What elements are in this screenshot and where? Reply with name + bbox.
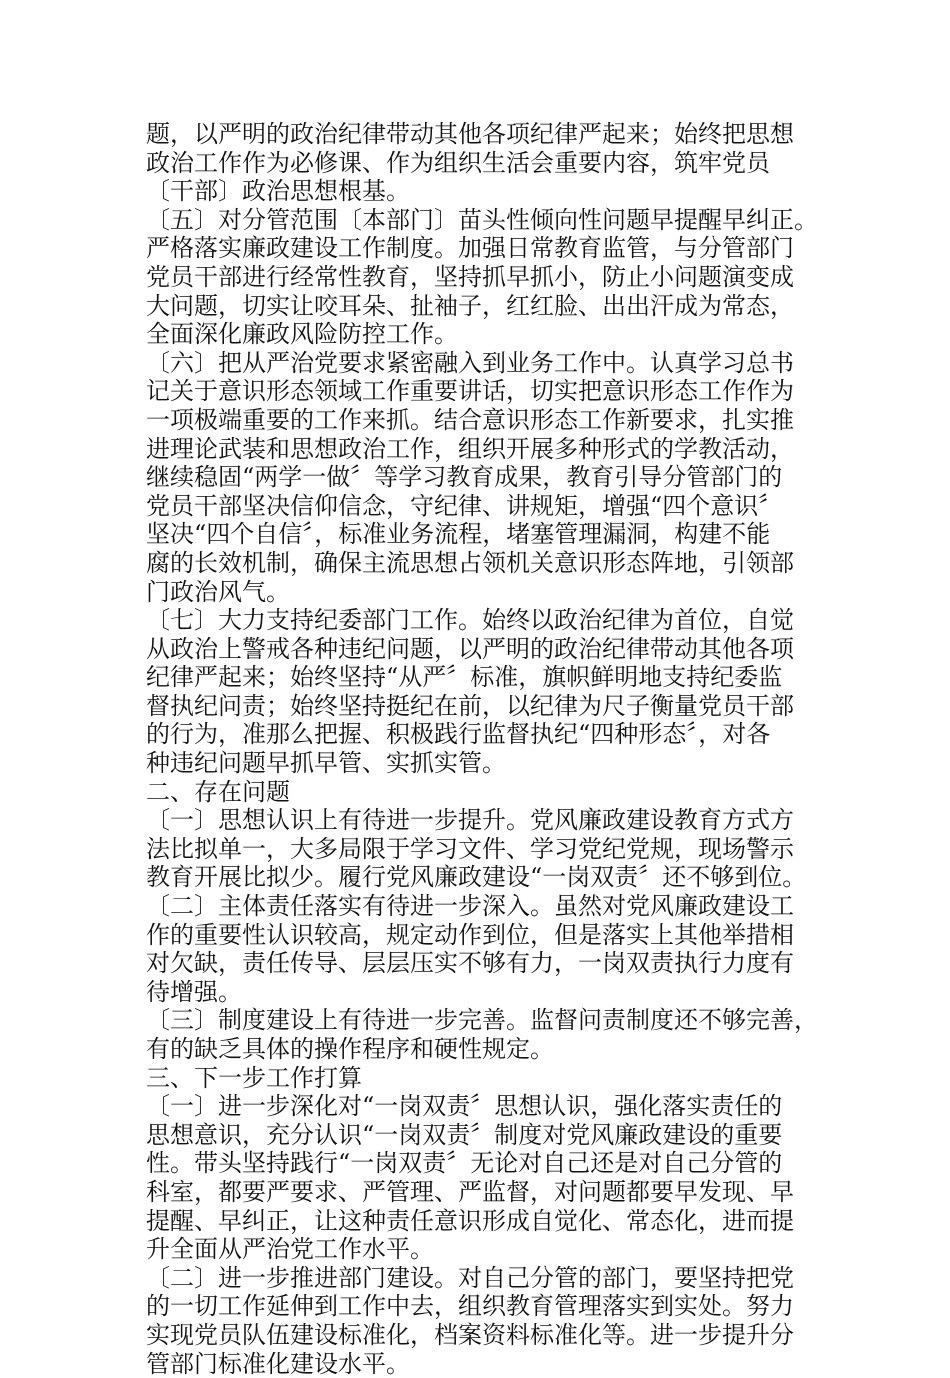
text-line: 〔二〕进一步推进部门建设。对自己分管的部门，要坚持把党: [146, 1263, 794, 1292]
text-line: 〔一〕进一步深化对“一岗双责〞思想认识，强化落实责任的: [146, 1092, 783, 1121]
text-line: 三、下一步工作打算: [146, 1063, 362, 1092]
text-line: 〔五〕对分管范围〔本部门〕苗头性倾向性问题早提醒早纠正。: [146, 205, 818, 234]
text-line: 进理论武装和思想政治工作，组织开展多种形式的学教活动，: [146, 434, 794, 463]
text-line: 法比拟单一，大多局限于学习文件、学习党纪党规，现场警示: [146, 834, 794, 863]
text-line: 门政治风气。: [146, 577, 290, 606]
text-line: 继续稳固“两学一做〞等学习教育成果，教育引导分管部门的: [146, 463, 783, 492]
text-line: 〔六〕把从严治党要求紧密融入到业务工作中。认真学习总书: [146, 348, 794, 377]
text-line: 的行为，准那么把握、积极践行监督执纪“四种形态〞，对各: [146, 720, 771, 749]
text-line: 一项极端重要的工作来抓。结合意识形态工作新要求，扎实推: [146, 405, 794, 434]
text-line: 〔二〕主体责任落实有待进一步深入。虽然对党风廉政建设工: [146, 892, 794, 921]
text-line: 管部门标准化建设水平。: [146, 1349, 410, 1378]
text-line: 纪律严起来；始终坚持“从严〞标准，旗帜鲜明地支持纪委监: [146, 663, 783, 692]
text-line: 升全面从严治党工作水平。: [146, 1235, 434, 1264]
text-line: 实现党员队伍建设标准化，档案资料标准化等。进一步提升分: [146, 1320, 794, 1349]
text-line: 提醒、早纠正，让这种责任意识形成自觉化、常态化，进而提: [146, 1206, 794, 1235]
text-line: 题，以严明的政治纪律带动其他各项纪律严起来；始终把思想: [146, 120, 794, 148]
text-line: 的一切工作延伸到工作中去，组织教育管理落实到实处。努力: [146, 1292, 794, 1321]
text-line: 种违纪问题早抓早管、实抓实管。: [146, 749, 506, 778]
text-line: 从政治上警戒各种违纪问题，以严明的政治纪律带动其他各项: [146, 634, 794, 663]
text-line: 〔干部〕政治思想根基。: [146, 177, 410, 206]
text-line: 党员干部坚决信仰信念，守纪律、讲规矩，增强“四个意识〞: [146, 491, 783, 520]
text-line: 对欠缺，责任传导、层层压实不够有力，一岗双责执行力度有: [146, 949, 794, 978]
text-line: 科室，都要严要求、严管理、严监督，对问题都要早发现、早: [146, 1177, 794, 1206]
text-line: 〔七〕大力支持纪委部门工作。始终以政治纪律为首位，自觉: [146, 606, 794, 635]
text-line: 记关于意识形态领域工作重要讲话，切实把意识形态工作作为: [146, 377, 794, 406]
text-line: 教育开展比拟少。履行党风廉政建设“一岗双责〞还不够到位。: [146, 863, 807, 892]
text-line: 腐的长效机制，确保主流思想占领机关意识形态阵地，引领部: [146, 548, 794, 577]
text-line: 大问题，切实让咬耳朵、扯袖子，红红脸、出出汗成为常态，: [146, 291, 794, 320]
text-line: 严格落实廉政建设工作制度。加强日常教育监管，与分管部门: [146, 234, 794, 263]
document-body: [146, 120, 826, 1378]
text-line: 党员干部进行经常性教育，坚持抓早抓小，防止小问题演变成: [146, 262, 794, 291]
text-line: 二、存在问题: [146, 777, 290, 806]
text-line: 思想意识，充分认识“一岗双责〞制度对党风廉政建设的重要: [146, 1120, 783, 1149]
text-line: 性。带头坚持践行“一岗双责〞无论对自己还是对自己分管的: [146, 1149, 783, 1178]
text-line: 作的重要性认识较高，规定动作到位，但是落实上其他举措相: [146, 920, 794, 949]
text-line: 有的缺乏具体的操作程序和硬性规定。: [146, 1035, 554, 1063]
text-line: 政治工作作为必修课、作为组织生活会重要内容，筑牢党员: [146, 148, 770, 177]
text-line: 督执纪问责；始终坚持挺纪在前，以纪律为尺子衡量党员干部: [146, 691, 794, 720]
text-line: 〔一〕思想认识上有待进一步提升。党风廉政建设教育方式方: [146, 806, 794, 835]
text-line: 坚决“四个自信〞，标准业务流程，堵塞管理漏洞，构建不能: [146, 520, 771, 549]
text-line: 待增强。: [146, 977, 242, 1006]
text-line: 全面深化廉政风险防控工作。: [146, 320, 458, 349]
text-line: 〔三〕制度建设上有待进一步完善。监督问责制度还不够完善，: [146, 1006, 818, 1035]
